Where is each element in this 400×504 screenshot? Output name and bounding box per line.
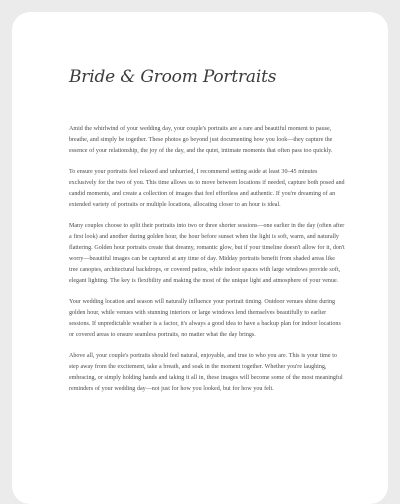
paragraph-intro: Amid the whirlwind of your wedding day, your couple's portraits are a rare and beautiful moment to pause, breathe, and simply be together. These photos go beyond just documenting how you look—they capture the essence of your relationship, the joy of the day, and the quiet, intimate moments that often pass too quickly.	[69, 126, 333, 155]
paragraph-timing: To ensure your portraits feel relaxed and unhurried, I recommend setting aside at least 30–45 minutes exclusively for the two of you. This time allows us to move between locations if needed, capture both posed and candid moments, and create a collection of images that feel effortless and authentic. If you're dreaming of an extended variety of portraits or multiple locations, allocating closer to an hour is ideal.	[69, 168, 345, 209]
paragraph-sessions: Many couples choose to split their portraits into two or three shorter sessions—one earlier in the day (often after a first look) and another during golden hour, the hour before sunset when the light is soft, warm, and naturally flattering. Golden hour portraits create that dreamy, romantic glow, but if your timeline doesn't allow for it, don't worry—beautiful images can be captured at any time of day. Midday portraits benefit from shaded areas like tree canopies, architectural backdrops, or covered patios, while indoor spaces with large windows provide soft, elegant lighting. The key is flexibility and making the most of the unique light and atmosphere of your venue.	[69, 222, 345, 285]
paragraph-closing: Above all, your couple's portraits should feel natural, enjoyable, and true to who you are. This is your time to step away from the excitement, take a breath, and soak in the moment together. Whether you're laughing, embracing, or simply holding hands and taking it all in, these images will become some of the most meaningful reminders of your wedding day—not just for how you looked, but for how you felt.	[69, 352, 343, 392]
document-card	[12, 12, 388, 504]
paragraph-location: Your wedding location and season will naturally influence your portrait timing. Outdoor venues shine during golden hour, while venues with stunning interiors or large windows lend themselves beautifully to earlier sessions. If unpredictable weather is a factor, it's always a good idea to have a backup plan for indoor locations or covered areas to ensure seamless portraits, no matter what the day brings.	[69, 298, 341, 338]
page-title: Bride & Groom Portraits	[69, 67, 277, 87]
document-body	[69, 124, 345, 404]
